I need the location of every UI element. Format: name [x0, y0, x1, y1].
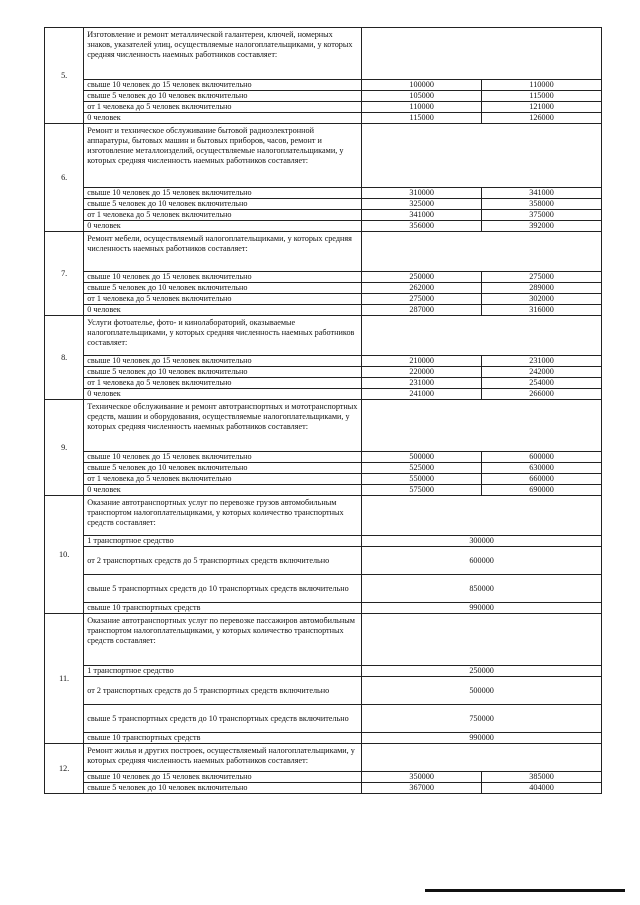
rate-value: 300000 — [362, 536, 602, 547]
section-header-row — [45, 496, 602, 536]
section-header: Услуги фотоателье, фото- и кинолабораторий, оказываемые налогоплательщиками, у которых средняя численность наемных работников составляет: — [84, 316, 362, 356]
table-row — [45, 783, 602, 794]
row-label: от 2 транспортных средств до 5 транспортных средств включительно — [84, 677, 362, 705]
table-row — [45, 485, 602, 496]
row-label: свыше 5 человек до 10 человек включительно — [84, 463, 362, 474]
table-row — [45, 772, 602, 783]
table-row — [45, 210, 602, 221]
row-label: от 1 человека до 5 человек включительно — [84, 474, 362, 485]
section-header-row — [45, 124, 602, 188]
rate-value-second: 110000 — [482, 80, 602, 91]
rate-value-second: 375000 — [482, 210, 602, 221]
rate-value-second: 266000 — [482, 389, 602, 400]
rate-value-second: 341000 — [482, 188, 602, 199]
section-header-row — [45, 614, 602, 666]
table-row — [45, 356, 602, 367]
rate-value-first: 367000 — [362, 783, 482, 794]
rate-value-second: 231000 — [482, 356, 602, 367]
header-empty-cell — [362, 496, 602, 536]
table-row — [45, 80, 602, 91]
section-number: 5. — [45, 28, 84, 124]
section-header: Ремонт и техническое обслуживание бытовой радиоэлектронной аппаратуры, бытовых машин и бытовых приборов, часов, ремонт и изготовление металлоизделий, осуществляемые налогоплательщиками, у которых средняя численность наемных работников составляет: — [84, 124, 362, 188]
rate-value: 250000 — [362, 666, 602, 677]
rate-value-second: 690000 — [482, 485, 602, 496]
row-label: свыше 10 транспортных средств — [84, 603, 362, 614]
rate-value-second: 275000 — [482, 272, 602, 283]
section-header-row — [45, 232, 602, 272]
footer-rule — [425, 889, 625, 892]
table-row — [45, 733, 602, 744]
row-label: свыше 10 транспортных средств — [84, 733, 362, 744]
rate-value-second: 660000 — [482, 474, 602, 485]
table-row — [45, 452, 602, 463]
header-empty-cell — [362, 124, 602, 188]
rate-value-first: 220000 — [362, 367, 482, 378]
row-label: от 1 человека до 5 человек включительно — [84, 378, 362, 389]
rate-value-first: 250000 — [362, 272, 482, 283]
section-header: Оказание автотранспортных услуг по перевозке пассажиров автомобильным транспортом налогоплательщиками, у которых количество транспортных средств составляет: — [84, 614, 362, 666]
table-row — [45, 474, 602, 485]
table-row — [45, 294, 602, 305]
row-label: свыше 10 человек до 15 человек включительно — [84, 272, 362, 283]
rate-value-first: 500000 — [362, 452, 482, 463]
table-row — [45, 91, 602, 102]
header-empty-cell — [362, 614, 602, 666]
table-row — [45, 666, 602, 677]
table-row — [45, 199, 602, 210]
section-number: 11. — [45, 614, 84, 744]
table-row — [45, 283, 602, 294]
table-row — [45, 305, 602, 316]
section-number: 8. — [45, 316, 84, 400]
section-header: Техническое обслуживание и ремонт автотранспортных и мототранспортных средств, машин и оборудования, осуществляемые налогоплательщиками, у которых средняя численность наемных работников составляет: — [84, 400, 362, 452]
table-row — [45, 378, 602, 389]
table-row — [45, 188, 602, 199]
row-label: от 1 человека до 5 человек включительно — [84, 294, 362, 305]
rate-value-second: 600000 — [482, 452, 602, 463]
row-label: 0 человек — [84, 221, 362, 232]
rate-value: 990000 — [362, 733, 602, 744]
rate-value-first: 262000 — [362, 283, 482, 294]
rate-value-first: 341000 — [362, 210, 482, 221]
row-label: свыше 5 человек до 10 человек включительно — [84, 367, 362, 378]
rate-value-first: 110000 — [362, 102, 482, 113]
rate-value-second: 126000 — [482, 113, 602, 124]
table-row — [45, 547, 602, 575]
rate-value-second: 630000 — [482, 463, 602, 474]
section-header: Ремонт мебели, осуществляемый налогоплательщиками, у которых средняя численность наемных работников составляет: — [84, 232, 362, 272]
table-row — [45, 463, 602, 474]
rate-value-second: 115000 — [482, 91, 602, 102]
rate-value-second: 121000 — [482, 102, 602, 113]
row-label: свыше 5 транспортных средств до 10 транспортных средств включительно — [84, 575, 362, 603]
section-header-row — [45, 400, 602, 452]
row-label: 1 транспортное средство — [84, 536, 362, 547]
table-body — [45, 28, 602, 794]
rate-value-second: 242000 — [482, 367, 602, 378]
row-label: 0 человек — [84, 485, 362, 496]
section-number: 10. — [45, 496, 84, 614]
section-number: 9. — [45, 400, 84, 496]
rate-value: 600000 — [362, 547, 602, 575]
section-number: 6. — [45, 124, 84, 232]
rate-value-second: 385000 — [482, 772, 602, 783]
rate-value-second: 289000 — [482, 283, 602, 294]
row-label: 1 транспортное средство — [84, 666, 362, 677]
section-header-row — [45, 316, 602, 356]
row-label: 0 человек — [84, 389, 362, 400]
header-empty-cell — [362, 400, 602, 452]
row-label: свыше 5 человек до 10 человек включительно — [84, 199, 362, 210]
table-row — [45, 677, 602, 705]
rate-value-first: 100000 — [362, 80, 482, 91]
table-row — [45, 705, 602, 733]
rate-value-first: 310000 — [362, 188, 482, 199]
row-label: свыше 10 человек до 15 человек включительно — [84, 80, 362, 91]
section-header: Ремонт жилья и других построек, осуществляемый налогоплательщиками, у которых средняя численность наемных работников составляет: — [84, 744, 362, 772]
table-row — [45, 389, 602, 400]
rate-value-first: 210000 — [362, 356, 482, 367]
rate-value-second: 302000 — [482, 294, 602, 305]
rate-value-first: 325000 — [362, 199, 482, 210]
rate-value: 850000 — [362, 575, 602, 603]
rate-value-first: 356000 — [362, 221, 482, 232]
row-label: от 2 транспортных средств до 5 транспортных средств включительно — [84, 547, 362, 575]
rate-value-first: 231000 — [362, 378, 482, 389]
rate-value-first: 115000 — [362, 113, 482, 124]
row-label: свыше 5 человек до 10 человек включительно — [84, 91, 362, 102]
section-header-row — [45, 744, 602, 772]
table-row — [45, 367, 602, 378]
table-row — [45, 113, 602, 124]
row-label: свыше 5 человек до 10 человек включительно — [84, 783, 362, 794]
section-header: Оказание автотранспортных услуг по перевозке грузов автомобильным транспортом налогоплательщиками, у которых количество транспортных средств составляет: — [84, 496, 362, 536]
rate-value-second: 254000 — [482, 378, 602, 389]
row-label: свыше 10 человек до 15 человек включительно — [84, 188, 362, 199]
rate-value-first: 275000 — [362, 294, 482, 305]
rate-value-first: 241000 — [362, 389, 482, 400]
rate-value-first: 287000 — [362, 305, 482, 316]
section-header-row — [45, 28, 602, 80]
row-label: свыше 10 человек до 15 человек включительно — [84, 356, 362, 367]
rate-value-second: 358000 — [482, 199, 602, 210]
row-label: 0 человек — [84, 113, 362, 124]
header-empty-cell — [362, 232, 602, 272]
rate-value: 750000 — [362, 705, 602, 733]
rate-value-first: 525000 — [362, 463, 482, 474]
rate-value-first: 105000 — [362, 91, 482, 102]
rate-value-first: 575000 — [362, 485, 482, 496]
table-row — [45, 603, 602, 614]
row-label: свыше 5 человек до 10 человек включительно — [84, 283, 362, 294]
table-row — [45, 221, 602, 232]
tax-rate-table — [44, 27, 602, 794]
table-row — [45, 102, 602, 113]
table-row — [45, 536, 602, 547]
rate-value-second: 404000 — [482, 783, 602, 794]
rate-value-second: 316000 — [482, 305, 602, 316]
row-label: свыше 5 транспортных средств до 10 транспортных средств включительно — [84, 705, 362, 733]
row-label: от 1 человека до 5 человек включительно — [84, 102, 362, 113]
row-label: свыше 10 человек до 15 человек включительно — [84, 772, 362, 783]
section-number: 7. — [45, 232, 84, 316]
section-header: Изготовление и ремонт металлической галантереи, ключей, номерных знаков, указателей улиц, осуществляемые налогоплательщиками, у которых средняя численность наемных работников составляет: — [84, 28, 362, 80]
rate-value: 500000 — [362, 677, 602, 705]
header-empty-cell — [362, 744, 602, 772]
rate-value-first: 350000 — [362, 772, 482, 783]
row-label: 0 человек — [84, 305, 362, 316]
table-row — [45, 575, 602, 603]
row-label: от 1 человека до 5 человек включительно — [84, 210, 362, 221]
rate-value: 990000 — [362, 603, 602, 614]
rate-value-first: 550000 — [362, 474, 482, 485]
row-label: свыше 10 человек до 15 человек включительно — [84, 452, 362, 463]
rate-value-second: 392000 — [482, 221, 602, 232]
header-empty-cell — [362, 28, 602, 80]
table-row — [45, 272, 602, 283]
header-empty-cell — [362, 316, 602, 356]
section-number: 12. — [45, 744, 84, 794]
